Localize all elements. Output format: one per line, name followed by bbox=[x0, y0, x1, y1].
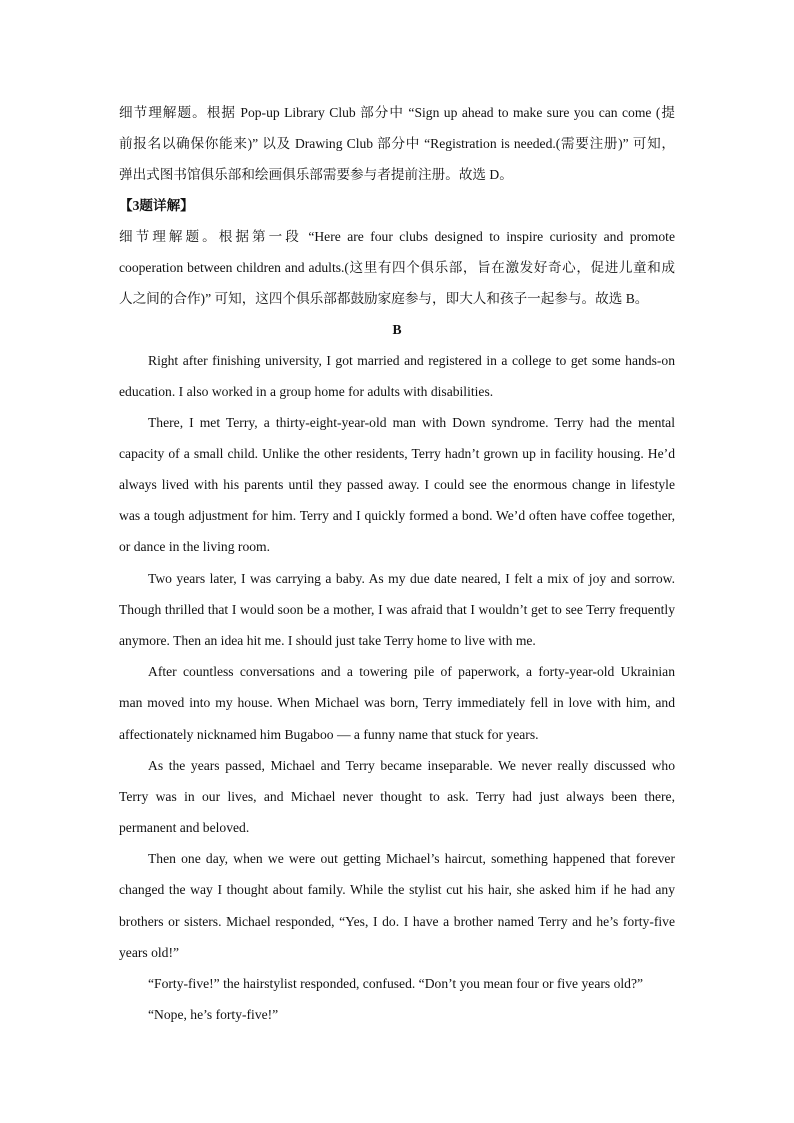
passage-line: There, I met Terry, a thirty-eight-year-old man with Down syndrome. Terry had the mental bbox=[148, 415, 675, 430]
passage-line: anymore. Then an idea hit me. I should just take Terry home to live with me. bbox=[119, 633, 536, 648]
passage-line: or dance in the living room. bbox=[119, 539, 271, 554]
q2-explanation-line-3: 弹出式图书馆俱乐部和绘画俱乐部需要参与者提前注册。故选 D。 bbox=[119, 167, 513, 182]
passage-line: Though thrilled that I would soon be a mother, I was afraid that I wouldn’t get to see Terry frequently bbox=[119, 602, 675, 617]
passage-line: always lived with his parents until they passed away. I could see the enormous change in lifestyle bbox=[119, 477, 675, 492]
passage-line: As the years passed, Michael and Terry became inseparable. We never really discussed who bbox=[148, 758, 675, 773]
passage-line: was a tough adjustment for him. Terry and I quickly formed a bond. We’d often have coffee together, bbox=[119, 508, 675, 523]
passage-line: Two years later, I was carrying a baby. As my due date neared, I felt a mix of joy and sorrow. bbox=[148, 571, 675, 586]
passage-line: education. I also worked in a group home for adults with disabilities. bbox=[119, 384, 494, 399]
passage-line: affectionately nicknamed him Bugaboo — a funny name that stuck for years. bbox=[119, 727, 539, 742]
passage-line: man moved into my house. When Michael was born, Terry immediately fell in love with him, and bbox=[119, 695, 675, 710]
passage-line: Then one day, when we were out getting Michael’s haircut, something happened that forever bbox=[148, 851, 675, 866]
passage-line: Right after finishing university, I got married and registered in a college to get some hands-on bbox=[148, 353, 675, 368]
q2-explanation-line-2: 前报名以确保你能来)” 以及 Drawing Club 部分中 “Registration is needed.(需要注册)” 可知， bbox=[119, 136, 675, 151]
section-label: B bbox=[392, 322, 402, 337]
passage-line: Terry was in our lives, and Michael never thought to ask. Terry had just always been there, bbox=[119, 789, 675, 804]
passage-line: brothers or sisters. Michael responded, “Yes, I do. I have a brother named Terry and he’s forty-five bbox=[119, 914, 675, 929]
passage-line: permanent and beloved. bbox=[119, 820, 250, 835]
passage-line: years old!” bbox=[119, 945, 180, 960]
passage-line: “Forty-five!” the hairstylist responded, confused. “Don’t you mean four or five years old?” bbox=[148, 976, 644, 991]
q3-explanation-line-2: cooperation between children and adults.(这里有四个俱乐部，旨在激发好奇心，促进儿童和成 bbox=[119, 260, 675, 275]
q2-explanation-line-1: 细节理解题。根据 Pop-up Library Club 部分中 “Sign up ahead to make sure you can come (提 bbox=[119, 105, 675, 120]
q3-explanation-line-3: 人之间的合作)” 可知，这四个俱乐部都鼓励家庭参与，即大人和孩子一起参与。故选 B。 bbox=[119, 291, 649, 306]
q3-heading: 【3题详解】 bbox=[119, 198, 194, 213]
passage-line: After countless conversations and a towering pile of paperwork, a forty-year-old Ukrainian bbox=[148, 664, 675, 679]
passage-line: changed the way I thought about family. While the stylist cut his hair, she asked him if he had any bbox=[119, 882, 675, 897]
passage-line: “Nope, he’s forty-five!” bbox=[148, 1007, 279, 1022]
passage-line: capacity of a small child. Unlike the other residents, Terry hadn’t grown up in facility housing. He’d bbox=[119, 446, 675, 461]
q3-explanation-line-1: 细节理解题。根据第一段 “Here are four clubs designed to inspire curiosity and promote bbox=[119, 229, 675, 244]
